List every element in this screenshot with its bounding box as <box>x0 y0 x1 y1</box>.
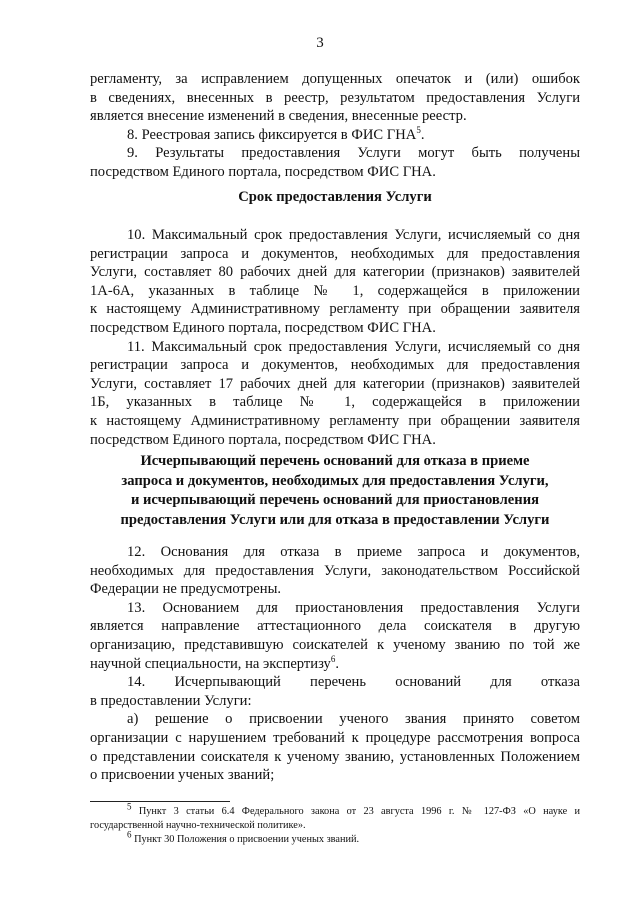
footnote-divider <box>90 801 230 802</box>
paragraph-line: к настоящему Административному регламенту при обращении заявителя <box>90 412 580 429</box>
paragraph-line: регистрации запроса и документов, необходимых для предоставления <box>90 245 580 262</box>
paragraph-line: посредством Единого портала, посредством ФИС ГНА. <box>90 319 436 336</box>
footnote-marker-5: 5 <box>127 801 132 812</box>
paragraph-line: 1Б, указанных в таблице № 1, содержащейся в приложении <box>90 394 580 411</box>
paragraph-8: 8. Реестровая запись фиксируется в ФИС ГНА$^5$. <box>127 124 425 143</box>
paragraph-line: регламенту, за исправлением допущенных опечаток и (или) ошибок <box>90 71 580 87</box>
paragraph-line: 11. Максимальный срок предоставления Услуги, исчисляемый со дня <box>127 338 580 355</box>
paragraph-line: 10. Максимальный срок предоставления Услуги, исчисляемый со дня <box>127 227 580 243</box>
section-heading-term <box>90 188 580 208</box>
results-section <box>90 70 580 182</box>
heading-line: запроса и документов, необходимых для предоставления Услуги, <box>121 472 549 489</box>
heading-line: Исчерпывающий перечень оснований для отказа в приеме <box>140 453 530 469</box>
section-heading-refusal <box>90 452 580 530</box>
paragraph-line: научной специальности, на экспертизу <box>90 655 331 672</box>
paragraph-line: к настоящему Административному регламенту при обращении заявителя <box>90 301 580 318</box>
paragraph-line: 9. Результаты предоставления Услуги могут быть получены <box>127 145 580 162</box>
footnote-line <box>90 829 580 847</box>
footnote-text: Пункт 3 статьи 6.4 Федерального закона от 23 августа 1996 г. № 127-ФЗ «О науке и <box>138 806 580 817</box>
paragraph-line: посредством Единого портала, посредством ФИС ГНА. <box>90 163 436 180</box>
paragraph-line: о представлении соискателя к ученому званию, установленных Положением <box>90 748 580 765</box>
paragraph-line: 13. Основанием для приостановления предоставления Услуги <box>127 599 580 616</box>
footnote-line: государственной научно-технической политике». <box>90 819 306 831</box>
paragraph-line: необходимых для предоставления Услуги, законодательством Российской <box>90 562 580 579</box>
paragraph-line: 14. Исчерпывающий перечень оснований для отказа <box>127 674 580 691</box>
footnote-line <box>90 801 580 819</box>
paragraph-line: организацию, представившую соискателей к ученому званию по той же <box>90 636 580 653</box>
paragraph-line: а) решение о присвоении ученого звания принято советом <box>127 711 580 728</box>
paragraph-line: о присвоении ученых званий; <box>90 767 275 784</box>
paragraph-line: 12. Основания для отказа в приеме запроса и документов, <box>127 544 580 560</box>
paragraph-line: в сведениях, внесенных в реестр, результатом предоставления Услуги <box>90 89 580 106</box>
paragraph-line: посредством Единого портала, посредством ФИС ГНА. <box>90 431 436 448</box>
heading-line: Срок предоставления Услуги <box>238 189 432 205</box>
footnote-marker-6: 6 <box>127 829 132 840</box>
paragraph-line: в предоставлении Услуги: <box>90 692 252 709</box>
paragraph-line: 1А-6А, указанных в таблице № 1, содержащейся в приложении <box>90 282 580 299</box>
heading-line: и исчерпывающий перечень оснований для приостановления <box>130 492 540 508</box>
paragraph-line: Федерации не предусмотрены. <box>90 581 282 598</box>
paragraph-line: Услуги, составляет 80 рабочих дней для категории (признаков) заявителей <box>90 264 580 281</box>
paragraph-line: 8. Реестровая запись фиксируется в ФИС ГНА <box>127 126 417 143</box>
paragraph-line: является направление аттестационного дела соискателя в другую <box>90 618 580 635</box>
page-number: 3 <box>316 35 324 51</box>
footnote-6 <box>90 829 580 847</box>
heading-line: предоставления Услуги или для отказа в предоставлении Услуги <box>120 511 550 528</box>
refusal-section <box>90 543 580 785</box>
paragraph-13-end: научной специальности, на экспертизу$^6$. <box>90 653 340 672</box>
paragraph-line: Услуги, составляет 17 рабочих дней для категории (признаков) заявителей <box>90 375 580 392</box>
footnote-ref-6: 6 <box>330 653 336 664</box>
footnote-ref-5: 5 <box>416 124 421 135</box>
term-section <box>90 226 580 449</box>
footnote-text: Пункт 30 Положения о присвоении ученых званий. <box>134 834 360 845</box>
paragraph-line: регистрации запроса и документов, необходимых для предоставления <box>90 357 580 374</box>
paragraph-line: является внесение изменений в сведения, внесенные реестр. <box>90 108 467 125</box>
paragraph-line: организации с нарушением требований к процедуре рассмотрения вопроса <box>90 729 580 746</box>
footnote-5 <box>90 801 580 832</box>
